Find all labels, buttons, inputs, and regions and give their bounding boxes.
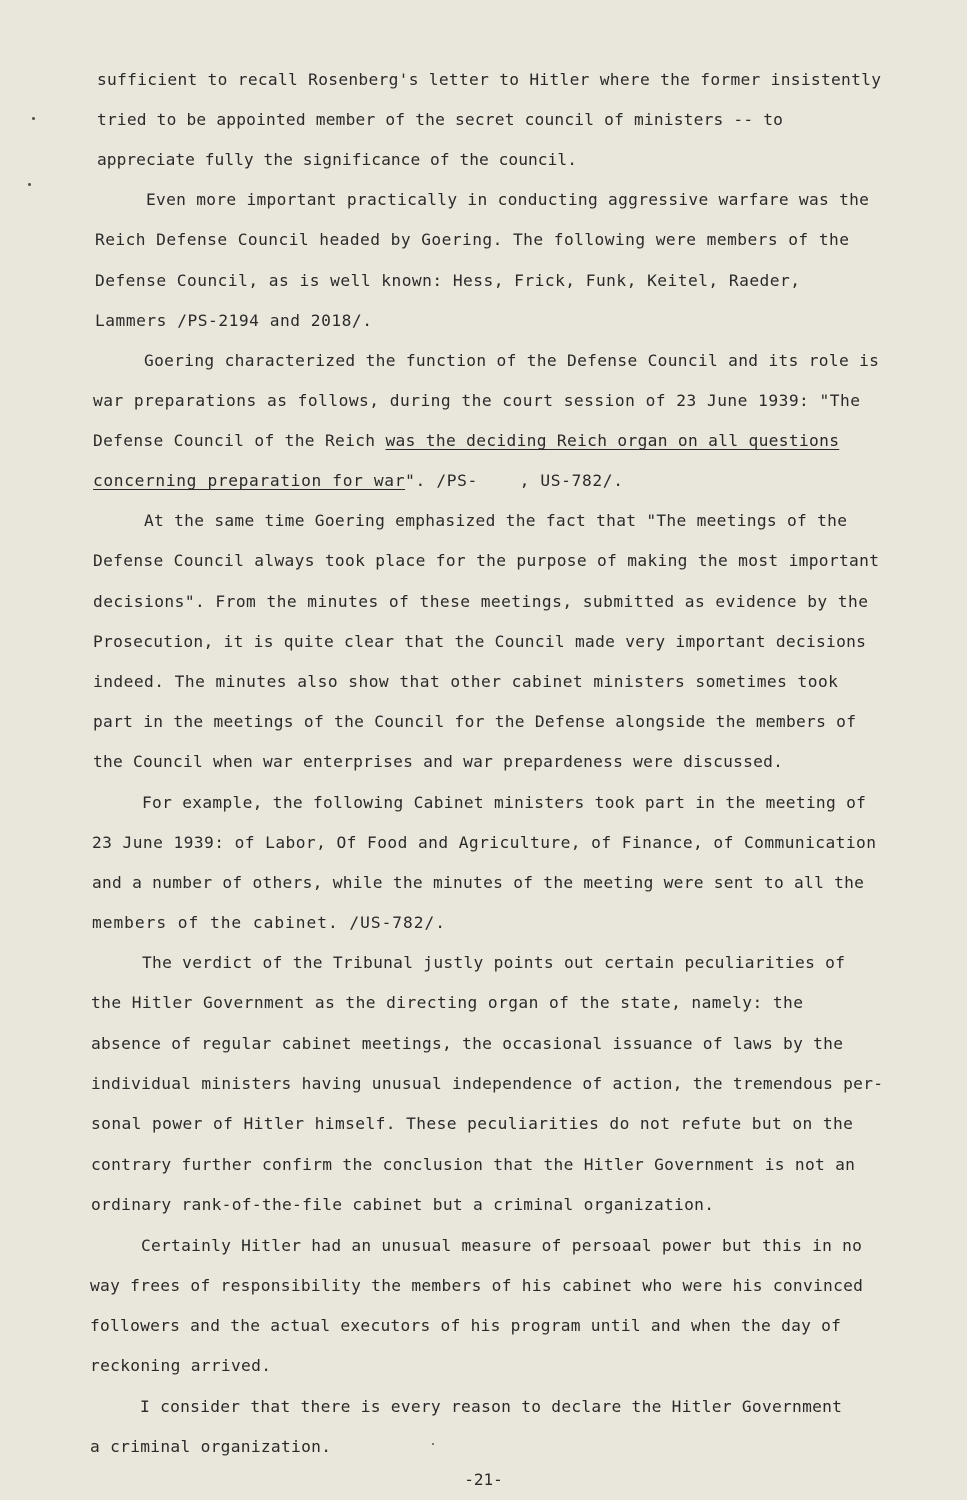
text-line: Prosecution, it is quite clear that the Council made very important decisions xyxy=(93,632,867,651)
text-line: appreciate fully the significance of the council. xyxy=(97,150,577,169)
text-line: a criminal organization. xyxy=(90,1437,332,1456)
text-line: tried to be appointed member of the secret council of ministers -- to xyxy=(97,110,784,129)
text-line: Goering characterized the function of the Defense Council and its role is xyxy=(144,351,880,370)
text-line: and a number of others, while the minutes of the meeting were sent to all the xyxy=(92,873,865,892)
margin-mark xyxy=(28,183,31,186)
text-line: Defense Council always took place for the purpose of making the most important xyxy=(93,551,880,570)
text-line: contrary further confirm the conclusion that the Hitler Government is not an xyxy=(91,1155,856,1174)
underlined-text: was the deciding Reich organ on all questions xyxy=(385,431,840,450)
text-line: war preparations as follows, during the court session of 23 June 1939: "The xyxy=(93,391,861,410)
text-line xyxy=(93,471,624,491)
text-line: the Council when war enterprises and war prepardeness were discussed. xyxy=(93,752,784,771)
stray-mark xyxy=(432,1443,434,1445)
text-line: indeed. The minutes also show that other cabinet ministers sometimes took xyxy=(93,672,839,691)
text-line: Lammers /PS-2194 and 2018/. xyxy=(95,311,373,330)
text-line: followers and the actual executors of his program until and when the day of xyxy=(90,1316,842,1335)
text-line: The verdict of the Tribunal justly points out certain peculiarities of xyxy=(142,953,846,972)
text-line: absence of regular cabinet meetings, the occasional issuance of laws by the xyxy=(91,1034,844,1053)
text-line: Certainly Hitler had an unusual measure of persoaal power but this in no xyxy=(141,1236,863,1255)
text-line: ordinary rank-of-the-file cabinet but a criminal organization. xyxy=(91,1195,715,1214)
page-number: -21- xyxy=(464,1470,503,1489)
text-line: the Hitler Government as the directing organ of the state, namely: the xyxy=(91,993,804,1012)
text-line: Defense Council, as is well known: Hess, Frick, Funk, Keitel, Raeder, xyxy=(95,271,801,290)
text-line: For example, the following Cabinet ministers took part in the meeting of xyxy=(142,793,867,812)
text-line: part in the meetings of the Council for the Defense alongside the members of xyxy=(93,712,857,731)
underlined-text: concerning preparation for war xyxy=(93,471,406,490)
text-line: 23 June 1939: of Labor, Of Food and Agriculture, of Finance, of Communication xyxy=(92,833,877,852)
text-line: At the same time Goering emphasized the fact that "The meetings of the xyxy=(144,511,848,530)
text-line: way frees of responsibility the members of his cabinet who were his convinced xyxy=(90,1276,864,1295)
text-line: sonal power of Hitler himself. These peculiarities do not refute but on the xyxy=(91,1114,854,1133)
text-line xyxy=(93,431,839,451)
text-line: individual ministers having unusual independence of action, the tremendous per- xyxy=(91,1074,884,1093)
text-segment: Defense Council of the Reich xyxy=(93,431,386,450)
text-line: decisions". From the minutes of these meetings, submitted as evidence by the xyxy=(93,592,869,611)
text-line: members of the cabinet. /US-782/. xyxy=(92,913,446,932)
margin-mark xyxy=(32,117,35,120)
text-line: Even more important practically in conducting aggressive warfare was the xyxy=(146,190,870,209)
text-line: reckoning arrived. xyxy=(90,1356,272,1375)
text-line: sufficient to recall Rosenberg's letter to Hitler where the former insistently xyxy=(97,70,882,89)
text-line: I consider that there is every reason to declare the Hitler Government xyxy=(140,1397,843,1416)
text-segment: ". /PS- , US-782/. xyxy=(405,471,624,490)
text-line: Reich Defense Council headed by Goering. The following were members of the xyxy=(95,230,850,249)
